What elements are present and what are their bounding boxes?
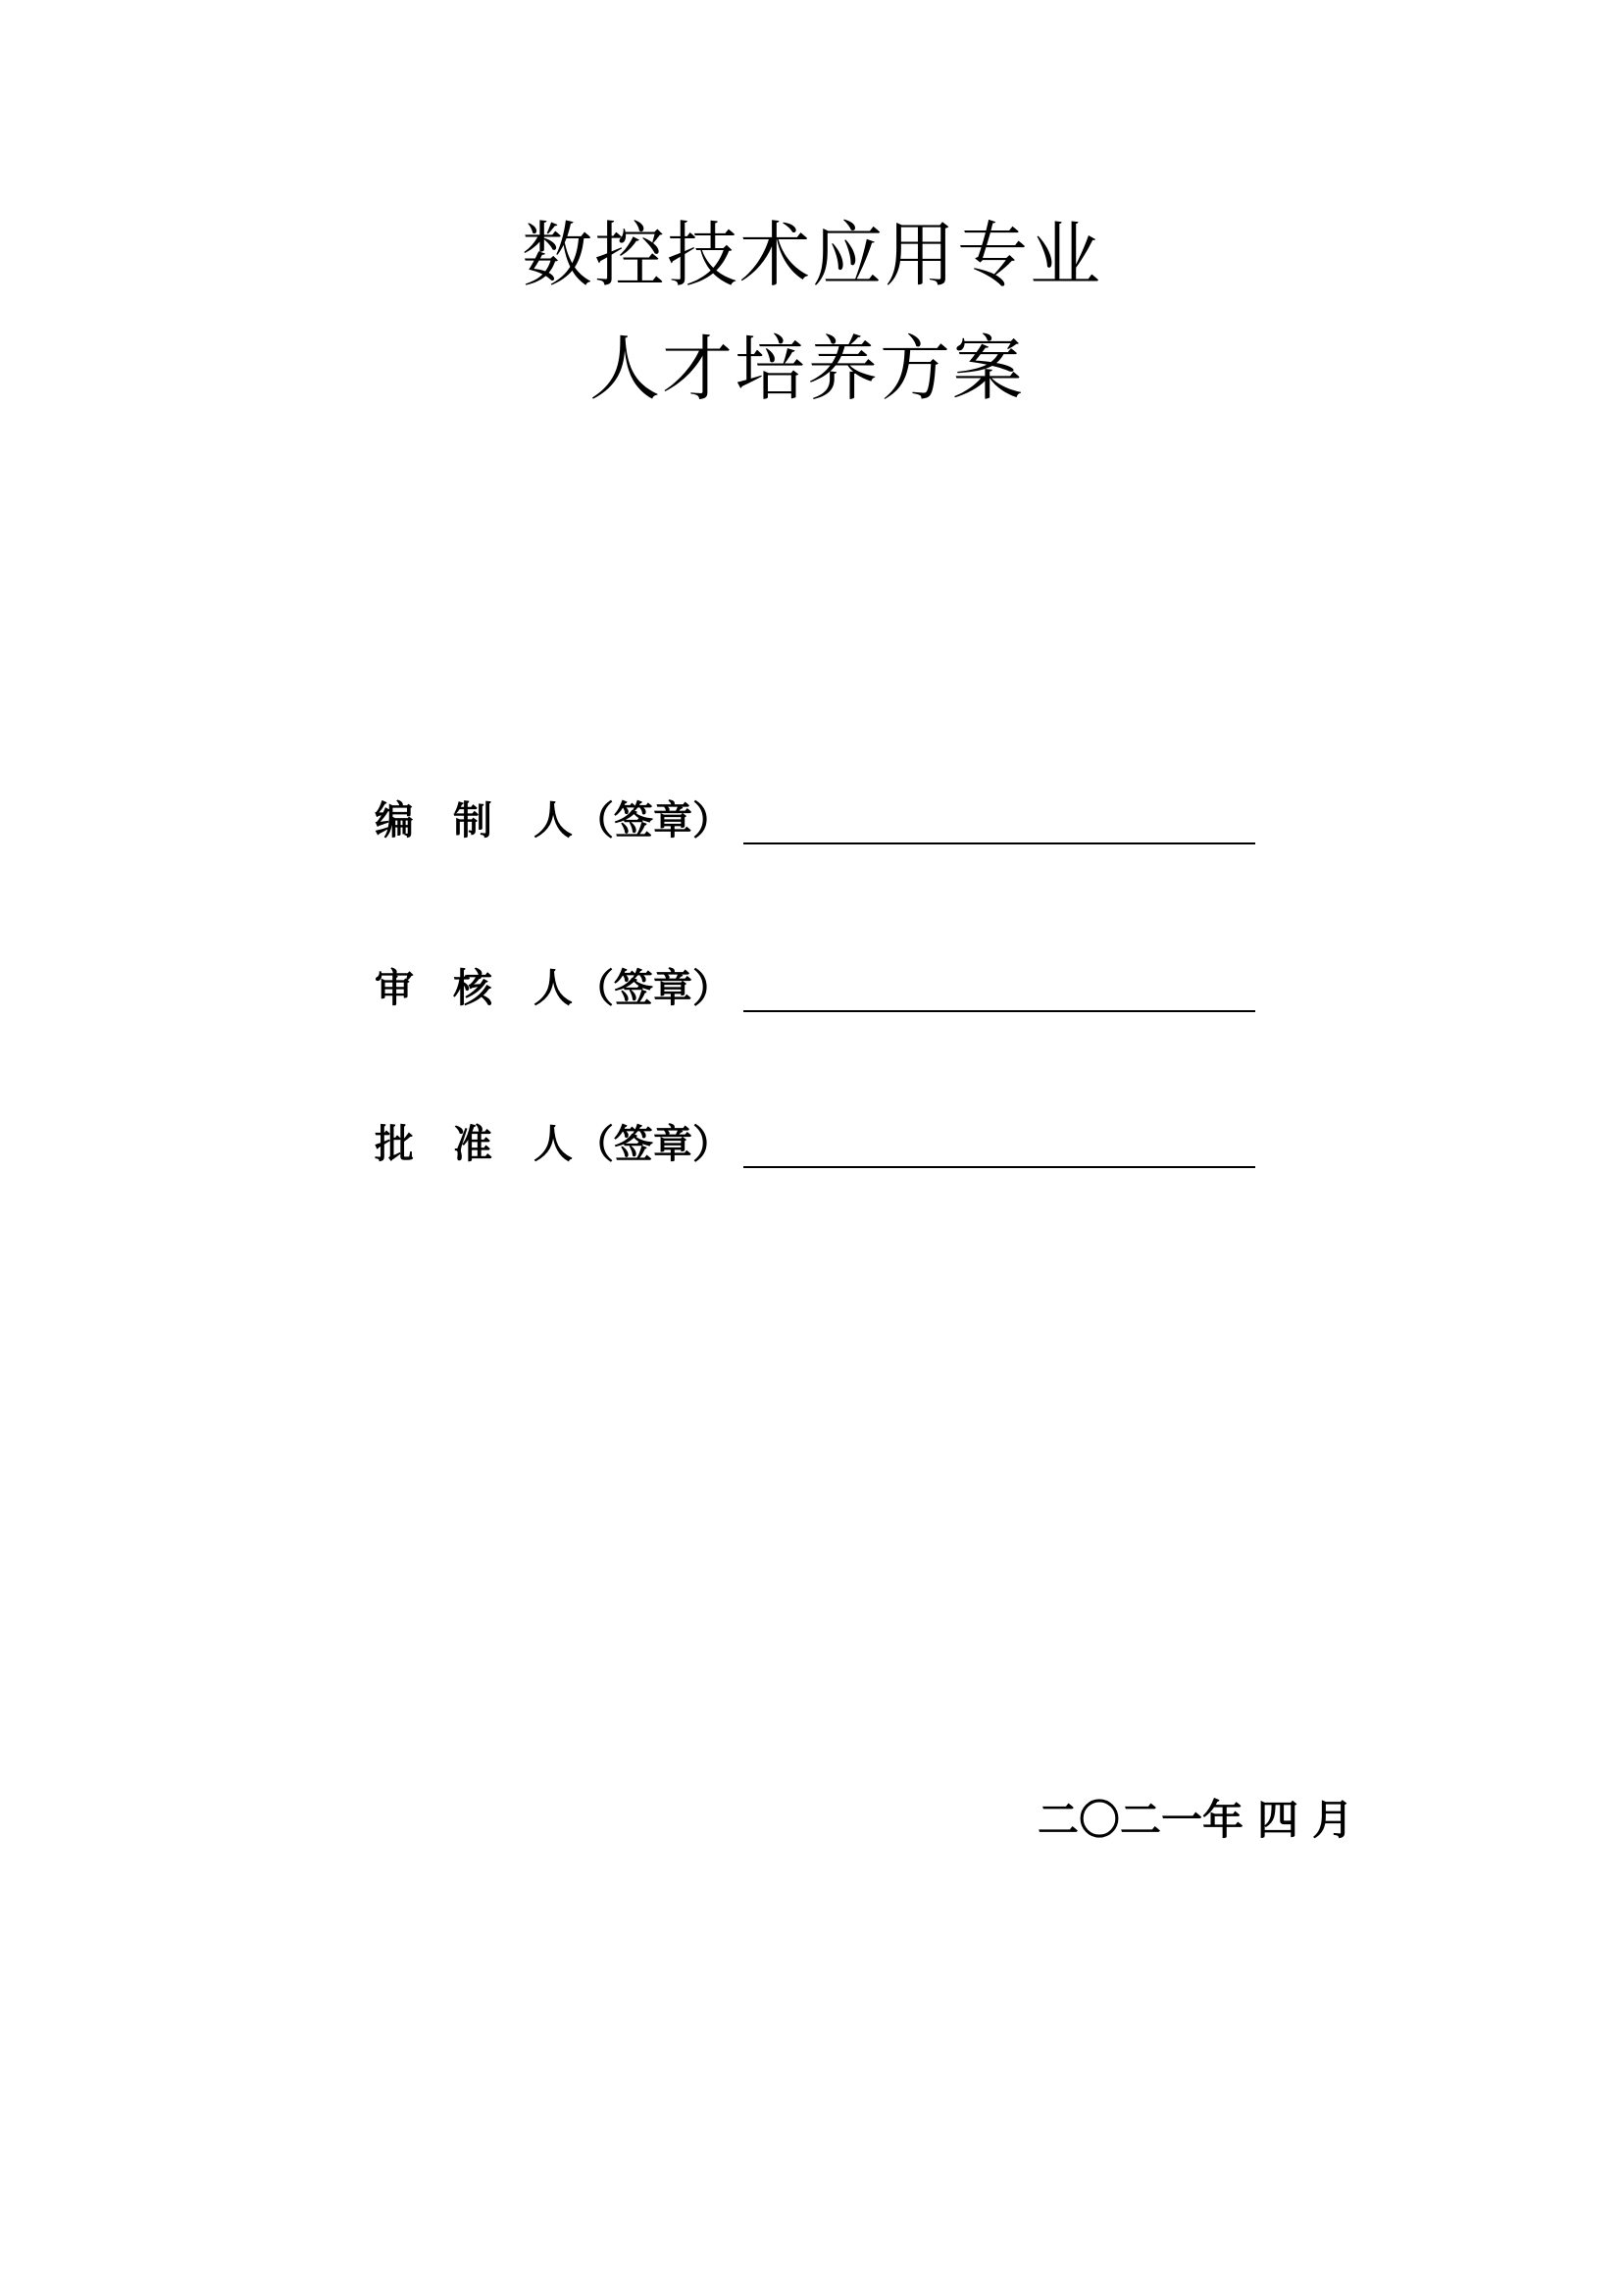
signature-label-char: 制 [453,798,492,843]
signature-label-char: 人 [533,1122,573,1167]
date-year: 二〇二一年 [1038,1796,1244,1844]
signature-label-char: 编 [375,798,414,843]
signature-label-char: 人 [533,966,573,1011]
signature-label-char: 批 [375,1122,414,1167]
document-title-line-1: 数控技术应用专业 [521,214,1102,296]
signature-line-approver [743,1166,1255,1168]
document-title-line-2-text: 人才培养方案 [588,328,1025,410]
signature-row-reviewer [375,959,1257,1018]
date-month: 四 月 [1257,1796,1354,1844]
signature-row-compiler [375,791,1257,850]
signature-line-compiler [743,842,1255,844]
signature-label-char: 核 [453,966,492,1011]
signature-row-approver [375,1115,1257,1174]
signature-label-char: 人 [533,798,573,843]
signature-line-reviewer [743,1010,1255,1012]
document-title-line-2 [0,325,1624,413]
signature-label-suffix: （签章） [575,1122,732,1167]
signature-label-suffix: （签章） [575,966,732,1011]
document-date [1038,1791,1353,1850]
signature-label-char: 审 [375,966,414,1011]
signature-label-suffix: （签章） [575,798,732,843]
signature-label-char: 准 [453,1122,492,1167]
